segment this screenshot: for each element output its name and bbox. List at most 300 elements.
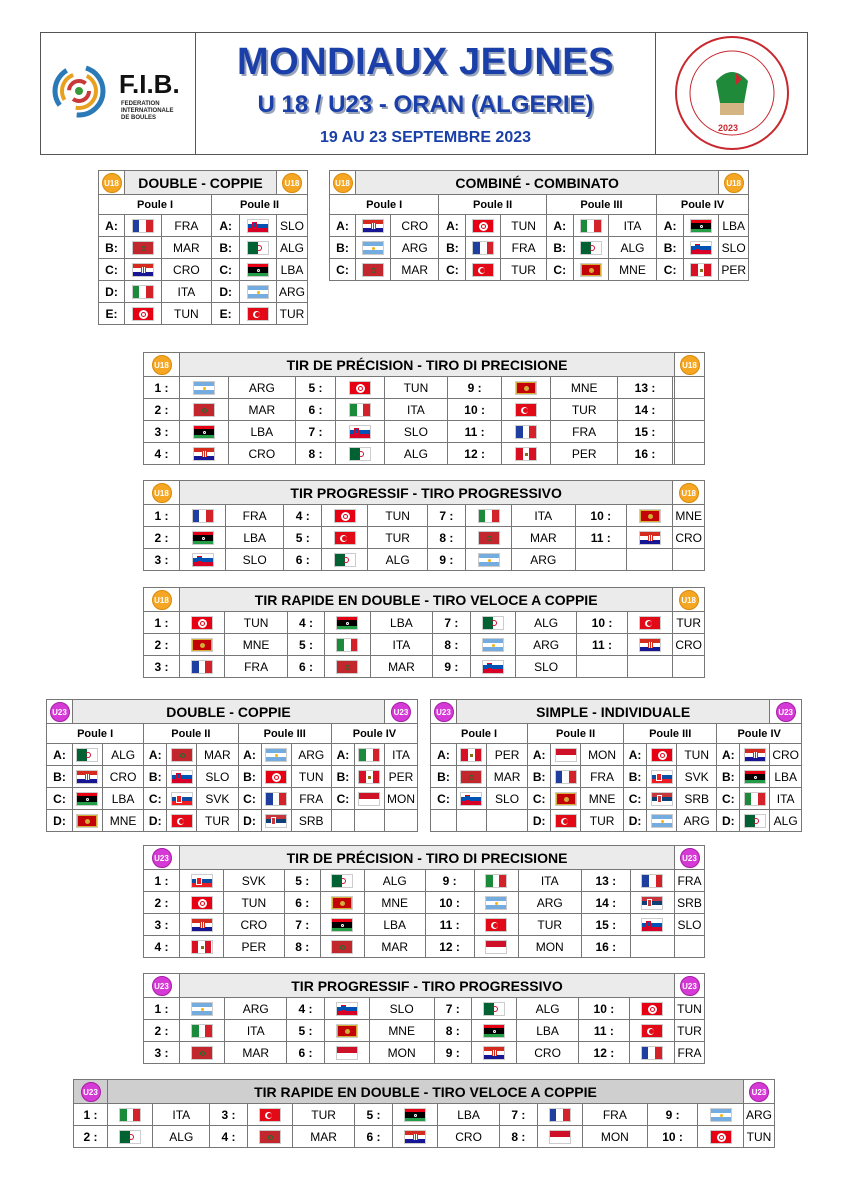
slot-label: 10 :	[425, 892, 474, 914]
mon-flag-icon	[324, 1042, 369, 1064]
mon-flag-icon	[555, 748, 577, 762]
ita-flag-icon	[744, 792, 766, 806]
slot-label: 4 :	[284, 505, 322, 527]
u18-badge: U18	[282, 173, 302, 193]
slot-label: 7 :	[427, 505, 465, 527]
u23-badge: U23	[680, 848, 700, 868]
lba-flag-icon	[320, 914, 364, 936]
country-code: FRA	[675, 870, 705, 892]
srb-flag-icon	[651, 792, 673, 806]
country-code: TUR	[518, 914, 581, 936]
slot-label: A:	[238, 744, 261, 766]
country-code: ALG	[276, 237, 307, 259]
country-code: CRO	[673, 527, 705, 549]
u18-badge: U18	[679, 590, 699, 610]
arg-flag-icon	[240, 281, 277, 303]
tun-flag-icon	[261, 766, 291, 788]
svk-flag-icon	[647, 766, 677, 788]
mon-flag-icon	[354, 788, 384, 810]
alg-flag-icon	[740, 810, 770, 832]
slot-label: B:	[47, 766, 73, 788]
lba-flag-icon	[180, 421, 229, 443]
per-flag-icon	[358, 770, 380, 784]
country-code: MAR	[161, 237, 211, 259]
grid-body	[144, 505, 705, 571]
fra-flag-icon	[180, 505, 226, 527]
u23-badge: U23	[434, 702, 454, 722]
fra-flag-icon	[549, 1108, 571, 1122]
tur-flag-icon	[171, 814, 193, 828]
u23-rapide-title: TIR RAPIDE EN DOUBLE - TIRO VELOCE A COPPIE	[108, 1080, 744, 1104]
tun-flag-icon	[698, 1126, 744, 1148]
arg-flag-icon	[356, 237, 391, 259]
country-code: LBA	[276, 259, 307, 281]
mar-flag-icon	[460, 770, 482, 784]
tun-flag-icon	[651, 748, 673, 762]
country-code: SLO	[226, 549, 284, 571]
u23-progressif-title: TIR PROGRESSIF - TIRO PROGRESSIVO	[180, 974, 675, 998]
cro-flag-icon	[180, 443, 229, 465]
slo-flag-icon	[240, 215, 277, 237]
ita-flag-icon	[573, 215, 608, 237]
table-row	[47, 744, 418, 766]
mar-flag-icon	[171, 748, 193, 762]
ita-flag-icon	[349, 403, 371, 417]
event-subtitle: U 18 / U23 - ORAN (ALGERIE)	[257, 91, 594, 118]
fib-subtitle: FEDERATION INTERNATIONALE DE BOULES	[121, 101, 174, 121]
table-row	[144, 634, 705, 656]
ita-flag-icon	[125, 281, 162, 303]
table-row	[144, 1020, 705, 1042]
arg-flag-icon	[247, 285, 269, 299]
country-code: FRA	[291, 788, 331, 810]
ita-flag-icon	[191, 1024, 213, 1038]
table-row	[144, 1042, 705, 1064]
slot-label: 6 :	[295, 399, 335, 421]
country-code: ARG	[743, 1104, 774, 1126]
slot-label: 13 :	[618, 377, 672, 399]
mon-flag-icon	[336, 1046, 358, 1060]
lba-flag-icon	[744, 770, 766, 784]
country-code: MNE	[608, 259, 656, 281]
tun-flag-icon	[641, 1002, 663, 1016]
u23-double-title: DOUBLE - COPPIE	[73, 700, 385, 724]
tun-flag-icon	[180, 892, 224, 914]
country-code: MAR	[512, 527, 575, 549]
country-code: SRB	[676, 788, 716, 810]
u23-badge: U23	[50, 702, 70, 722]
empty-flag-cell	[627, 549, 673, 571]
ita-flag-icon	[465, 505, 511, 527]
tun-flag-icon	[265, 770, 287, 784]
table-row	[431, 744, 802, 766]
mne-flag-icon	[627, 505, 673, 527]
mar-flag-icon	[465, 527, 511, 549]
cro-flag-icon	[356, 215, 391, 237]
lba-flag-icon	[325, 612, 370, 634]
ita-flag-icon	[119, 1108, 141, 1122]
slo-flag-icon	[192, 553, 214, 567]
poule-header: Poule II	[212, 195, 308, 215]
slo-flag-icon	[457, 788, 487, 810]
country-code: TUN	[384, 377, 447, 399]
mar-flag-icon	[331, 940, 353, 954]
fra-flag-icon	[629, 1042, 674, 1064]
tun-flag-icon	[349, 381, 371, 395]
mne-flag-icon	[73, 810, 103, 832]
grid-body	[99, 215, 308, 325]
cro-flag-icon	[132, 263, 154, 277]
tun-flag-icon	[125, 303, 162, 325]
tun-flag-icon	[322, 505, 368, 527]
alg-flag-icon	[580, 241, 602, 255]
slot-label: 8 :	[427, 527, 465, 549]
country-code	[675, 443, 705, 465]
slot-label: D:	[528, 810, 551, 832]
table-row	[431, 788, 802, 810]
slot-label: 3 :	[144, 656, 180, 678]
mon-flag-icon	[358, 792, 380, 806]
lba-flag-icon	[247, 263, 269, 277]
slot-label: 8 :	[434, 1020, 471, 1042]
table-row	[144, 527, 705, 549]
slot-label: 1 :	[144, 505, 180, 527]
country-code	[675, 421, 705, 443]
event-title: MONDIAUX JEUNES	[237, 41, 614, 83]
poule-header: Poule IV	[331, 724, 417, 744]
slot-label: A:	[657, 215, 684, 237]
table-row	[74, 1104, 775, 1126]
table-row	[330, 237, 749, 259]
table-row	[144, 998, 705, 1020]
mar-flag-icon	[167, 744, 197, 766]
slot-label: 3 :	[144, 421, 180, 443]
cro-flag-icon	[193, 447, 215, 461]
country-code: TUN	[675, 998, 705, 1020]
alg-flag-icon	[744, 814, 766, 828]
u18-double-table	[98, 170, 308, 325]
slot-label: 12 :	[447, 443, 501, 465]
cro-flag-icon	[125, 259, 162, 281]
country-code: SVK	[676, 766, 716, 788]
svk-flag-icon	[191, 874, 213, 888]
country-code: ITA	[512, 505, 575, 527]
lba-flag-icon	[404, 1108, 426, 1122]
poule-header: Poule I	[47, 724, 144, 744]
slot-label: B:	[144, 766, 167, 788]
mon-flag-icon	[474, 936, 518, 958]
per-flag-icon	[457, 744, 487, 766]
mne-flag-icon	[331, 896, 353, 910]
grid-body	[144, 998, 705, 1064]
table-row	[47, 788, 418, 810]
u18-combine-table	[329, 170, 749, 281]
slot-label: 8 :	[433, 634, 471, 656]
tur-flag-icon	[259, 1108, 281, 1122]
alg-flag-icon	[482, 616, 504, 630]
mne-flag-icon	[555, 792, 577, 806]
slot-label: 4 :	[287, 612, 325, 634]
tur-flag-icon	[247, 307, 269, 321]
srb-flag-icon	[647, 788, 677, 810]
slot-label: 7 :	[284, 914, 320, 936]
cro-flag-icon	[404, 1130, 426, 1144]
slot-label: 11 :	[575, 527, 626, 549]
country-code	[675, 399, 705, 421]
alg-flag-icon	[470, 612, 515, 634]
country-code: ITA	[518, 870, 581, 892]
grid-body	[330, 215, 749, 281]
slot-label: B:	[238, 766, 261, 788]
ita-flag-icon	[336, 399, 385, 421]
country-code: SLO	[719, 237, 749, 259]
country-code: LBA	[517, 1020, 579, 1042]
alg-flag-icon	[240, 237, 277, 259]
srb-flag-icon	[630, 892, 674, 914]
country-code: TUR	[292, 1104, 354, 1126]
slot-label: 10 :	[575, 505, 626, 527]
arg-flag-icon	[261, 744, 291, 766]
slot-label: 11 :	[425, 914, 474, 936]
country-code: CRO	[437, 1126, 499, 1148]
country-code: MAR	[292, 1126, 354, 1148]
fra-flag-icon	[641, 874, 663, 888]
slot-label: 9 :	[425, 870, 474, 892]
empty-flag-cell	[627, 656, 673, 678]
country-code: PER	[486, 744, 527, 766]
poule-header: Poule II	[439, 195, 546, 215]
table-row	[330, 215, 749, 237]
slot-label: 15 :	[618, 421, 672, 443]
slo-flag-icon	[690, 241, 712, 255]
table-row	[144, 549, 705, 571]
slot-label	[577, 656, 628, 678]
country-code: MON	[518, 936, 581, 958]
tur-flag-icon	[515, 403, 537, 417]
ita-flag-icon	[325, 634, 370, 656]
fra-flag-icon	[132, 219, 154, 233]
ita-flag-icon	[336, 638, 358, 652]
slot-label: 7 :	[295, 421, 335, 443]
alg-flag-icon	[483, 1002, 505, 1016]
fra-flag-icon	[125, 215, 162, 237]
slot-label: 16 :	[618, 443, 672, 465]
slot-label: B:	[528, 766, 551, 788]
country-code: CRO	[161, 259, 211, 281]
u18-badge: U18	[679, 483, 699, 503]
per-flag-icon	[690, 263, 712, 277]
country-code: ITA	[384, 399, 447, 421]
table-row	[99, 237, 308, 259]
country-code: MAR	[228, 399, 295, 421]
lba-flag-icon	[471, 1020, 516, 1042]
country-code: MAR	[364, 936, 425, 958]
country-code: ARG	[228, 377, 295, 399]
mne-flag-icon	[573, 259, 608, 281]
slot-label: 2 :	[144, 527, 180, 549]
slot-label: 7 :	[433, 612, 471, 634]
tun-flag-icon	[191, 896, 213, 910]
ita-flag-icon	[478, 509, 500, 523]
alg-flag-icon	[108, 1126, 153, 1148]
country-code	[486, 810, 527, 832]
country-code	[675, 377, 705, 399]
slot-label: B:	[431, 766, 457, 788]
alg-flag-icon	[76, 748, 98, 762]
country-code: ALG	[384, 443, 447, 465]
u23-double-table	[46, 699, 418, 832]
u18-badge: U18	[102, 173, 122, 193]
country-code: TUN	[224, 892, 285, 914]
arg-flag-icon	[651, 814, 673, 828]
emblem-year: 2023	[718, 123, 739, 133]
slot-label: 2 :	[74, 1126, 108, 1148]
country-code: MNE	[369, 1020, 434, 1042]
slot-label: B:	[717, 766, 740, 788]
slo-flag-icon	[167, 766, 197, 788]
slot-label	[431, 810, 457, 832]
cro-flag-icon	[180, 914, 224, 936]
slot-label: A:	[330, 215, 356, 237]
slot-label: C:	[331, 788, 354, 810]
country-code: MNE	[225, 634, 287, 656]
arg-flag-icon	[478, 553, 500, 567]
u18-badge: U18	[724, 173, 744, 193]
mar-flag-icon	[247, 1126, 292, 1148]
country-code: TUR	[675, 1020, 705, 1042]
mne-flag-icon	[180, 634, 225, 656]
mar-flag-icon	[356, 259, 391, 281]
oran-seal-icon	[656, 33, 808, 154]
fra-flag-icon	[261, 788, 291, 810]
tur-flag-icon	[485, 918, 507, 932]
tur-flag-icon	[247, 1104, 292, 1126]
mne-flag-icon	[502, 377, 551, 399]
country-code: SVK	[197, 788, 238, 810]
grid-body	[74, 1104, 775, 1148]
mon-flag-icon	[551, 744, 581, 766]
country-code: LBA	[364, 914, 425, 936]
slot-label: 2 :	[144, 399, 180, 421]
fra-flag-icon	[180, 656, 225, 678]
slot-label: B:	[212, 237, 240, 259]
alg-flag-icon	[573, 237, 608, 259]
country-code: ALG	[368, 549, 427, 571]
country-code: FRA	[551, 421, 618, 443]
slot-label: 11 :	[577, 634, 628, 656]
country-code: ARG	[518, 892, 581, 914]
slot-label: 7 :	[434, 998, 471, 1020]
lba-flag-icon	[331, 918, 353, 932]
slot-label: 14 :	[581, 892, 630, 914]
alg-flag-icon	[334, 553, 356, 567]
empty-flag-cell	[457, 810, 487, 832]
tur-flag-icon	[334, 531, 356, 545]
slot-label: D:	[717, 810, 740, 832]
tur-flag-icon	[555, 814, 577, 828]
slot-label: D:	[144, 810, 167, 832]
slot-label: C:	[528, 788, 551, 810]
slot-label: C:	[657, 259, 684, 281]
country-code	[673, 656, 705, 678]
slot-label: C:	[47, 788, 73, 810]
country-code: ALG	[153, 1126, 210, 1148]
mne-flag-icon	[336, 1024, 358, 1038]
tun-flag-icon	[647, 744, 677, 766]
u18-badge: U18	[152, 355, 172, 375]
empty-flag-cell	[630, 936, 674, 958]
table-row	[99, 281, 308, 303]
country-code: ITA	[370, 634, 432, 656]
country-code: LBA	[228, 421, 295, 443]
slot-label: C:	[99, 259, 125, 281]
tur-flag-icon	[551, 810, 581, 832]
country-code: SRB	[675, 892, 705, 914]
u23-badge: U23	[152, 976, 172, 996]
slot-label: 1 :	[144, 377, 180, 399]
u18-precision-title: TIR DE PRÉCISION - TIRO DI PRECISIONE	[180, 353, 675, 377]
cro-flag-icon	[392, 1126, 437, 1148]
cro-flag-icon	[191, 918, 213, 932]
slot-label: 3 :	[210, 1104, 247, 1126]
arg-flag-icon	[698, 1104, 744, 1126]
slot-label: 3 :	[144, 549, 180, 571]
country-code: PER	[551, 443, 618, 465]
table-row	[47, 810, 418, 832]
per-flag-icon	[354, 766, 384, 788]
country-code: FRA	[225, 656, 287, 678]
country-code: TUR	[197, 810, 238, 832]
table-row	[144, 443, 705, 465]
slot-label: B:	[657, 237, 684, 259]
country-code: ARG	[391, 237, 439, 259]
oran-emblem	[655, 33, 807, 154]
poule-header: Poule IV	[717, 724, 802, 744]
u23-precision-title: TIR DE PRÉCISION - TIRO DI PRECISIONE	[180, 846, 675, 870]
slot-label: 9 :	[434, 1042, 471, 1064]
mar-flag-icon	[362, 263, 384, 277]
table-row	[144, 612, 705, 634]
lba-flag-icon	[483, 1024, 505, 1038]
per-flag-icon	[460, 748, 482, 762]
table-row	[431, 810, 802, 832]
slot-label: 9 :	[427, 549, 465, 571]
slot-label: D:	[238, 810, 261, 832]
lba-flag-icon	[336, 616, 358, 630]
slot-label: 4 :	[144, 936, 180, 958]
mon-flag-icon	[537, 1126, 582, 1148]
table-row	[431, 766, 802, 788]
tur-flag-icon	[641, 1024, 663, 1038]
cro-flag-icon	[744, 748, 766, 762]
slot-label: 2 :	[144, 1020, 180, 1042]
fra-flag-icon	[502, 421, 551, 443]
ita-flag-icon	[580, 219, 602, 233]
slot-label: D:	[99, 281, 125, 303]
lba-flag-icon	[180, 527, 226, 549]
mar-flag-icon	[180, 1042, 225, 1064]
svk-flag-icon	[167, 788, 197, 810]
slo-flag-icon	[324, 998, 369, 1020]
country-code: ALG	[608, 237, 656, 259]
slot-label: 2 :	[144, 634, 180, 656]
cro-flag-icon	[73, 766, 103, 788]
slot-label: 3 :	[144, 1042, 180, 1064]
slot-label: 13 :	[581, 870, 630, 892]
country-code: MON	[385, 788, 418, 810]
arg-flag-icon	[470, 634, 515, 656]
slot-label: 5 :	[287, 634, 325, 656]
